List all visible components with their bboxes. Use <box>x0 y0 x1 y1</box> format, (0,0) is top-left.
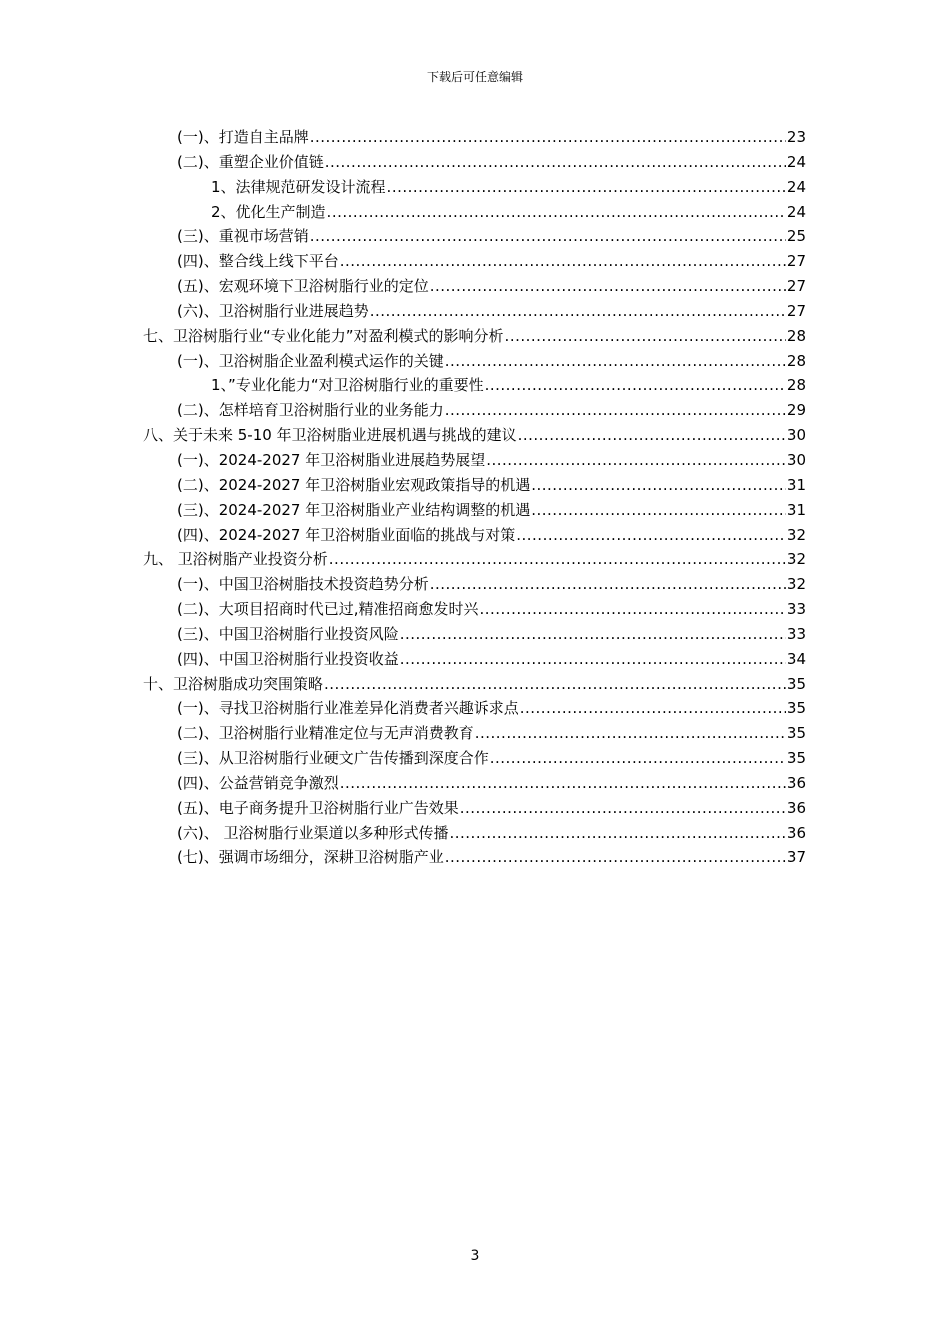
toc-entry-page: 32 <box>786 525 806 544</box>
toc-entry-title: 十、卫浴树脂成功突围策略 <box>143 674 324 693</box>
toc-entry-title: (四)、中国卫浴树脂行业投资收益 <box>177 649 399 668</box>
toc-entry-title: (四)、2024-2027 年卫浴树脂业面临的挑战与对策 <box>177 525 516 544</box>
toc-entry[interactable] <box>143 449 806 474</box>
toc-entry[interactable] <box>143 325 806 350</box>
toc-entry-page: 36 <box>786 773 806 792</box>
toc-entry[interactable] <box>143 300 806 325</box>
toc-dot-leader <box>490 749 786 767</box>
toc-dot-leader <box>445 401 786 419</box>
toc-dot-leader <box>310 128 786 146</box>
toc-entry-title: 1、法律规范研发设计流程 <box>211 177 386 196</box>
toc-entry-page: 28 <box>786 351 806 370</box>
toc-dot-leader <box>449 824 785 842</box>
toc-entry-page: 30 <box>786 450 806 469</box>
toc-entry-page: 23 <box>786 128 806 146</box>
table-of-contents <box>143 126 806 871</box>
toc-entry-page: 36 <box>786 823 806 842</box>
toc-dot-leader <box>310 227 786 245</box>
toc-entry-page: 27 <box>786 252 806 271</box>
toc-entry[interactable] <box>143 548 806 573</box>
toc-entry-title: (一)、寻找卫浴树脂行业准差异化消费者兴趣诉求点 <box>177 699 519 718</box>
toc-entry-title: (四)、整合线上线下平台 <box>177 252 339 271</box>
toc-entry[interactable] <box>143 598 806 623</box>
toc-entry-title: 九、 卫浴树脂产业投资分析 <box>143 550 328 569</box>
toc-entry-page: 35 <box>786 699 806 718</box>
toc-entry-title: (三)、2024-2027 年卫浴树脂业产业结构调整的机遇 <box>177 500 531 519</box>
toc-dot-leader <box>445 848 786 866</box>
toc-entry-title: (一)、中国卫浴树脂技术投资趋势分析 <box>177 575 429 594</box>
toc-entry-title: (二)、怎样培育卫浴树脂行业的业务能力 <box>177 401 444 420</box>
toc-dot-leader <box>329 550 786 568</box>
toc-entry-page: 34 <box>786 649 806 668</box>
toc-entry-title: (二)、2024-2027 年卫浴树脂业宏观政策指导的机遇 <box>177 475 531 494</box>
toc-entry[interactable] <box>143 250 806 275</box>
toc-entry-title: (六)、 卫浴树脂行业渠道以多种形式传播 <box>177 823 449 842</box>
toc-entry-title: 1、”专业化能力“对卫浴树脂行业的重要性 <box>211 376 484 395</box>
toc-entry-title: (三)、从卫浴树脂行业硬文广告传播到深度合作 <box>177 749 489 768</box>
toc-entry-page: 33 <box>786 624 806 643</box>
toc-entry-page: 25 <box>786 227 806 246</box>
toc-entry-page: 37 <box>786 848 806 867</box>
toc-entry[interactable] <box>143 623 806 648</box>
toc-dot-leader <box>460 799 786 817</box>
toc-entry-page: 30 <box>786 426 806 445</box>
toc-dot-leader <box>479 600 785 618</box>
toc-entry-page: 27 <box>786 277 806 296</box>
toc-entry-title: 八、关于未来 5-10 年卫浴树脂业进展机遇与挑战的建议 <box>143 426 517 445</box>
toc-entry[interactable] <box>143 176 806 201</box>
toc-entry-title: (二)、大项目招商时代已过,精准招商愈发时兴 <box>177 600 479 619</box>
toc-entry-page: 35 <box>786 749 806 768</box>
toc-entry[interactable] <box>143 673 806 698</box>
toc-entry-title: (五)、电子商务提升卫浴树脂行业广告效果 <box>177 798 459 817</box>
toc-entry-title: (五)、宏观环境下卫浴树脂行业的定位 <box>177 277 429 296</box>
toc-entry-page: 32 <box>786 575 806 594</box>
toc-entry[interactable] <box>143 275 806 300</box>
toc-entry-title: 2、优化生产制造 <box>211 202 326 221</box>
toc-entry-title: (一)、卫浴树脂企业盈利模式运作的关键 <box>177 351 444 370</box>
toc-entry-title: (二)、重塑企业价值链 <box>177 152 324 171</box>
toc-dot-leader <box>340 774 786 792</box>
toc-dot-leader <box>520 699 786 717</box>
toc-entry[interactable] <box>143 474 806 499</box>
toc-entry[interactable] <box>143 797 806 822</box>
toc-dot-leader <box>516 526 786 544</box>
toc-dot-leader <box>325 153 786 171</box>
toc-entry[interactable] <box>143 151 806 176</box>
toc-entry-title: (三)、中国卫浴树脂行业投资风险 <box>177 624 399 643</box>
toc-entry[interactable] <box>143 499 806 524</box>
toc-entry[interactable] <box>143 524 806 549</box>
toc-entry-title: (一)、2024-2027 年卫浴树脂业进展趋势展望 <box>177 450 486 469</box>
toc-entry[interactable] <box>143 424 806 449</box>
toc-dot-leader <box>370 302 786 320</box>
toc-entry[interactable] <box>143 747 806 772</box>
toc-dot-leader <box>400 650 786 668</box>
toc-dot-leader <box>486 451 786 469</box>
toc-entry[interactable] <box>143 846 806 871</box>
toc-entry[interactable] <box>143 201 806 226</box>
page-header: 下载后可任意编辑 <box>426 70 523 84</box>
toc-dot-leader <box>531 501 786 519</box>
toc-entry-page: 28 <box>786 326 806 345</box>
toc-entry-title: 七、卫浴树脂行业“专业化能力”对盈利模式的影响分析 <box>143 326 504 345</box>
toc-entry-page: 24 <box>786 177 806 196</box>
toc-entry-page: 28 <box>786 376 806 395</box>
toc-entry-page: 35 <box>786 674 806 693</box>
toc-entry-page: 33 <box>786 600 806 619</box>
toc-entry[interactable] <box>143 822 806 847</box>
toc-entry-page: 24 <box>786 152 806 171</box>
toc-entry[interactable] <box>143 772 806 797</box>
toc-dot-leader <box>531 476 786 494</box>
toc-entry[interactable] <box>143 573 806 598</box>
toc-entry-page: 32 <box>786 550 806 569</box>
toc-entry[interactable] <box>143 374 806 399</box>
toc-entry-page: 35 <box>786 724 806 743</box>
toc-entry-title: (七)、强调市场细分，深耕卫浴树脂产业 <box>177 848 444 867</box>
toc-entry-title: (一)、打造自主品牌 <box>177 128 309 146</box>
toc-entry-title: (四)、公益营销竞争激烈 <box>177 773 339 792</box>
toc-entry[interactable] <box>143 697 806 722</box>
toc-entry-page: 36 <box>786 798 806 817</box>
toc-entry[interactable] <box>143 648 806 673</box>
toc-entry-page: 27 <box>786 301 806 320</box>
toc-entry-title: (六)、卫浴树脂行业进展趋势 <box>177 301 369 320</box>
toc-dot-leader <box>430 277 786 295</box>
toc-dot-leader <box>400 625 786 643</box>
toc-dot-leader <box>485 376 786 394</box>
toc-dot-leader <box>387 178 786 196</box>
toc-dot-leader <box>324 675 786 693</box>
toc-entry-page: 31 <box>786 475 806 494</box>
toc-entry[interactable] <box>143 225 806 250</box>
toc-dot-leader <box>518 426 786 444</box>
toc-entry-title: (二)、卫浴树脂行业精准定位与无声消费教育 <box>177 724 474 743</box>
toc-entry[interactable] <box>143 350 806 375</box>
toc-entry[interactable] <box>143 126 806 151</box>
toc-entry-page: 24 <box>786 202 806 221</box>
toc-dot-leader <box>430 575 786 593</box>
toc-dot-leader <box>340 252 786 270</box>
toc-entry[interactable] <box>143 399 806 424</box>
toc-dot-leader <box>475 724 786 742</box>
toc-entry-page: 31 <box>786 500 806 519</box>
toc-entry-page: 29 <box>786 401 806 420</box>
toc-dot-leader <box>445 352 786 370</box>
page-number: 3 <box>470 1248 480 1264</box>
toc-dot-leader <box>327 203 786 221</box>
toc-dot-leader <box>505 327 786 345</box>
toc-entry[interactable] <box>143 722 806 747</box>
toc-entry-title: (三)、重视市场营销 <box>177 227 309 246</box>
